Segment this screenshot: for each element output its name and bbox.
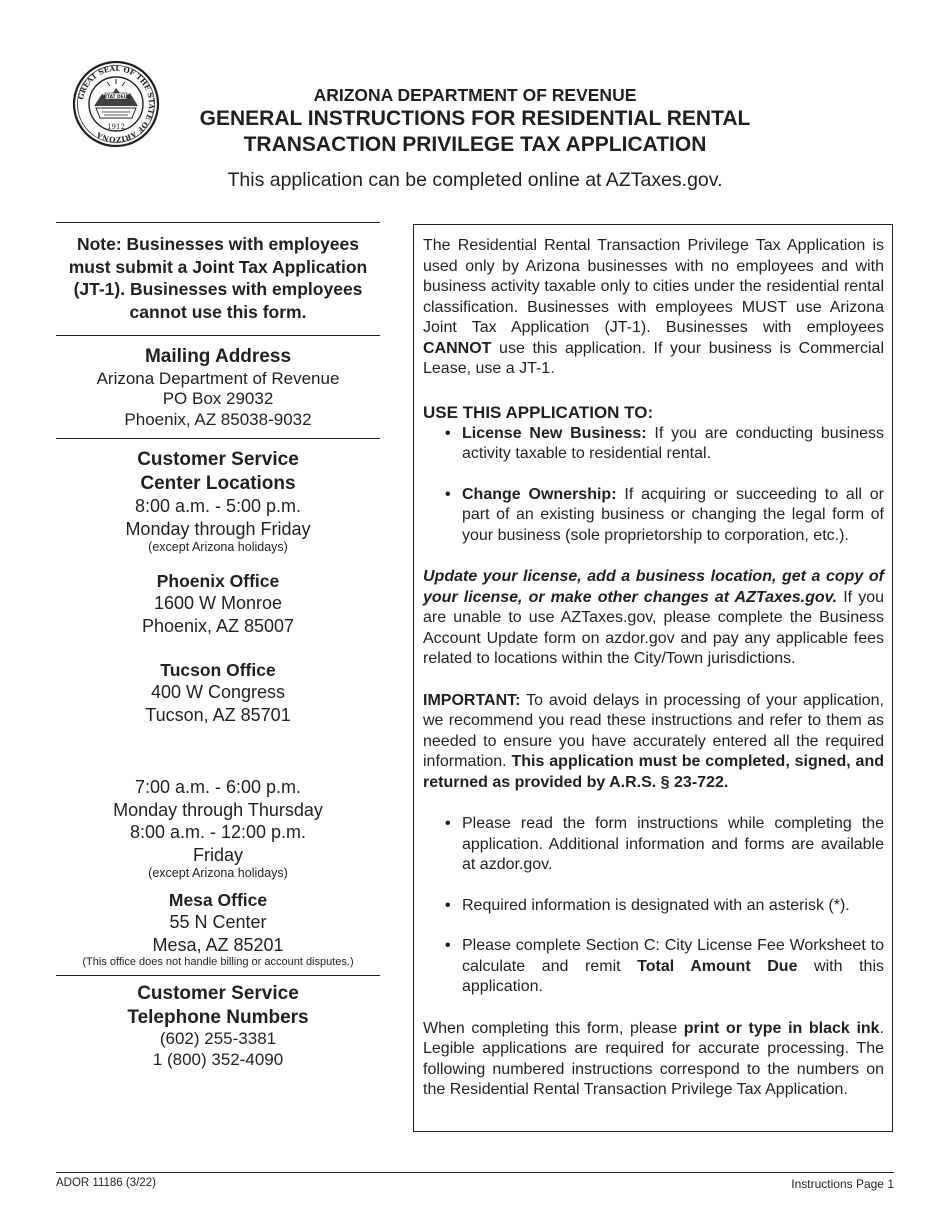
instructions-list (423, 814, 884, 998)
phone-number: (602) 255-3381 (159, 1029, 277, 1048)
form-title-line1: GENERAL INSTRUCTIONS FOR RESIDENTIAL RENTAL (199, 107, 751, 130)
service-centers-block (56, 439, 380, 555)
mailing-line: Arizona Department of Revenue (96, 368, 340, 388)
arizona-state-seal (72, 60, 160, 148)
employees-note: Note: Businesses with employees must submit a Joint Tax Application (JT-1). Businesses with employees cannot use this form. (68, 234, 368, 322)
phoenix-office-title: Phoenix Office (156, 571, 280, 591)
uses-list (423, 424, 884, 547)
mesa-office-title: Mesa Office (168, 890, 268, 910)
list-item: • Required information is designated with an asterisk (*). (443, 896, 884, 917)
address-line: Mesa, AZ 85201 (152, 934, 284, 955)
department-name: ARIZONA DEPARTMENT OF REVENUE (313, 85, 637, 105)
form-id: ADOR 11186 (3/22) (56, 1177, 156, 1189)
address-line: Tucson, AZ 85701 (145, 704, 291, 725)
service-centers-title: Customer Service (137, 449, 299, 470)
mesa-hours-line: Monday through Thursday (113, 799, 323, 820)
list-item: • License New Business: If you are conducting business activity taxable to residential rental. (443, 424, 884, 465)
phone-title: Telephone Numbers (127, 1006, 309, 1028)
address-line: Phoenix, AZ 85007 (141, 615, 295, 636)
holiday-note: (except Arizona holidays) (148, 540, 288, 554)
mailing-line: Phoenix, AZ 85038-9032 (124, 409, 312, 429)
phone-numbers-block (56, 976, 380, 1070)
page-header (150, 84, 800, 192)
closing-paragraph: When completing this form, please print or type in black ink. Legible applications are required for accurate processing. The following numbered instructions correspond to the numbers on the Residential Rental Transaction Privilege Tax Application. (423, 1019, 885, 1098)
phoenix-office (56, 570, 380, 637)
service-centers-title: Center Locations (140, 472, 296, 494)
mesa-hours-block (56, 776, 380, 881)
tucson-office (56, 659, 380, 726)
mailing-line: PO Box 29032 (162, 389, 274, 408)
service-days: Monday through Friday (125, 518, 311, 539)
tucson-office-title: Tucson Office (160, 660, 276, 680)
mailing-address-title: Mailing Address (144, 346, 292, 367)
svg-text:1912: 1912 (107, 123, 125, 131)
address-line: 1600 W Monroe (153, 593, 283, 613)
list-item: • Please complete Section C: City License Fee Worksheet to calculate and remit Total Amount Due with this application. (443, 936, 884, 998)
list-item: • Please read the form instructions while completing the application. Additional information and forms are available at azdor.gov. (443, 814, 884, 876)
mesa-hours-line: 8:00 a.m. - 12:00 p.m. (129, 822, 307, 842)
svg-text:GREAT SEAL OF THE STATE OF ARI: GREAT SEAL OF THE STATE OF ARIZONA (76, 63, 157, 145)
phone-title: Customer Service (137, 983, 299, 1004)
mesa-hours-line: 7:00 a.m. - 6:00 p.m. (134, 777, 302, 797)
address-line: 55 N Center (169, 912, 267, 932)
mailing-address-block (56, 336, 380, 438)
form-title-line2: TRANSACTION PRIVILEGE TAX APPLICATION (243, 133, 707, 156)
important-paragraph: IMPORTANT: To avoid delays in processing of your application, we recommend you read these instructions and refer to them as needed to ensure you have accurately entered all the required information. This application must be completed, signed, and returned as provided by A.R.S. § 23-722. (423, 691, 885, 791)
list-item: • Change Ownership: If acquiring or succeeding to all or part of an existing business or changing the legal form of your business (sole proprietorship to corporation, etc.). (443, 485, 884, 547)
page-footer (56, 1172, 894, 1191)
update-paragraph: Update your license, add a business location, get a copy of your license, or make other changes at AZTaxes.gov. If you are unable to use AZTaxes.gov, please complete the Business Account Update form on azdor.gov and pay any applicable fees related to locations within the City/Town jurisdictions. (423, 568, 884, 667)
service-hours: 8:00 a.m. - 5:00 p.m. (134, 496, 302, 516)
page-number: Instructions Page 1 (791, 1177, 894, 1191)
intro-paragraph: The Residential Rental Transaction Privilege Tax Application is used only by Arizona businesses with no employees and with business activity taxable only to cities under the residential rental classification. Businesses with employees MUST use Arizona Joint Tax Application (JT-1). Businesses with employees CANNOT use this application. If your business is Commercial Lease, use a JT-1. (423, 237, 884, 377)
phone-number: 1 (800) 352-4090 (152, 1049, 284, 1069)
online-note: This application can be completed online at AZTaxes.gov. (227, 169, 723, 191)
mesa-disclaimer: (This office does not handle billing or account disputes.) (82, 956, 354, 968)
instructions-box (413, 224, 893, 1132)
mesa-office (56, 889, 380, 975)
contact-sidebar (56, 222, 380, 1070)
holiday-note: (except Arizona holidays) (148, 866, 288, 880)
svg-text:DITAT DEUS: DITAT DEUS (101, 94, 131, 100)
mesa-hours-line: Friday (192, 844, 243, 865)
use-heading: USE THIS APPLICATION TO: (423, 402, 654, 422)
address-line: 400 W Congress (150, 682, 286, 702)
